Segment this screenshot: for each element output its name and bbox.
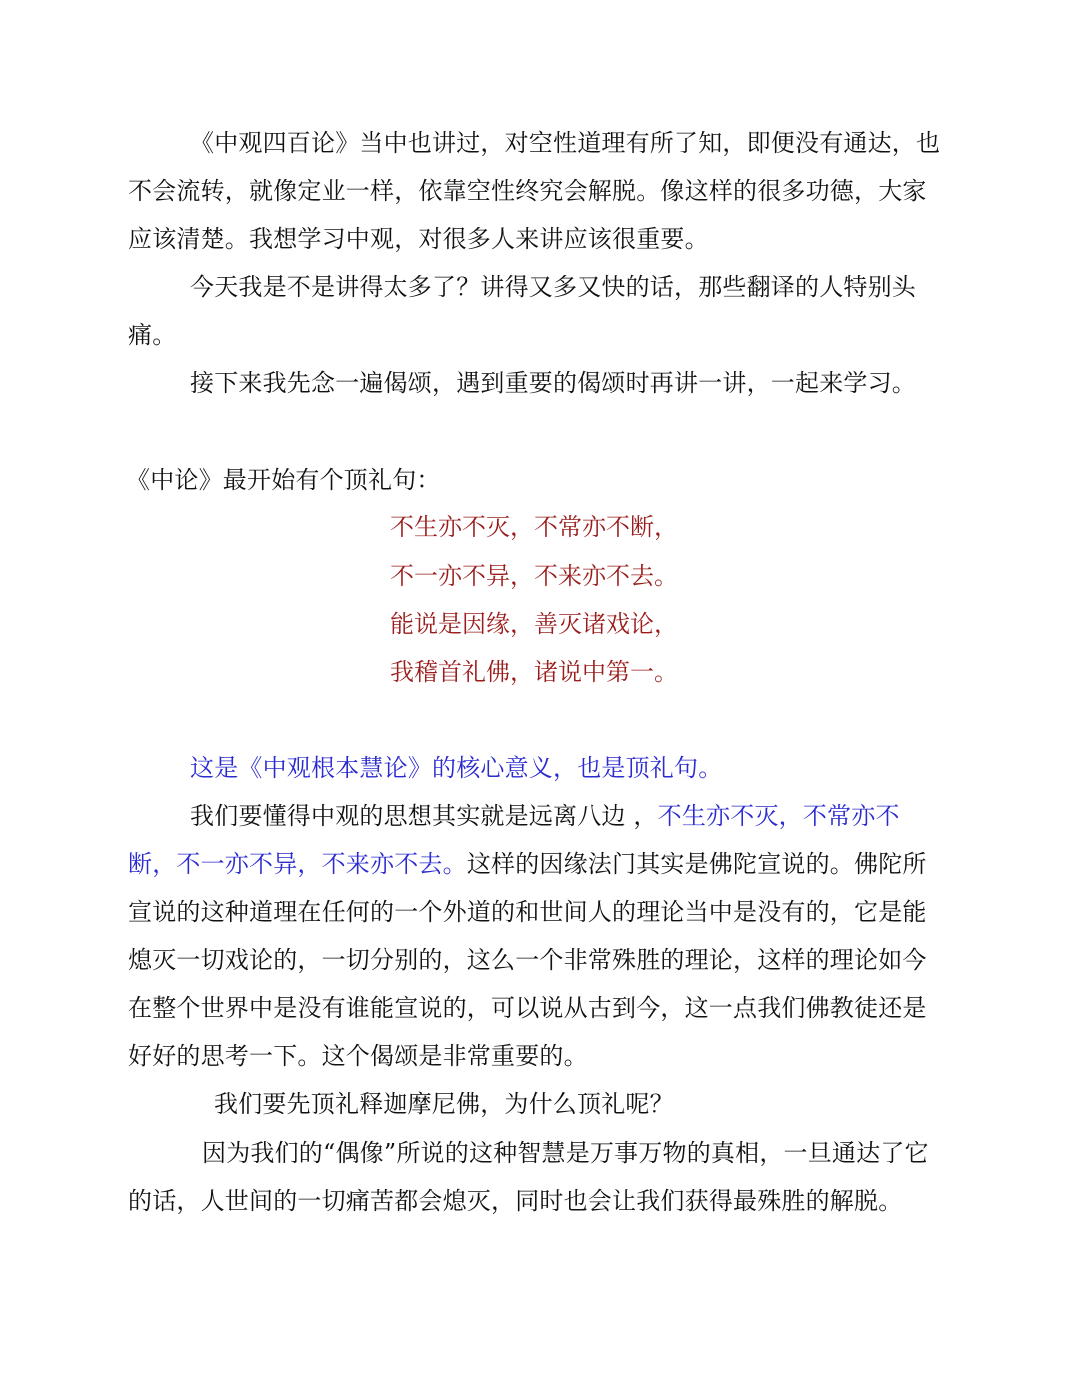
verse-line-2: 不一亦不异，不来亦不去。 [390,562,678,590]
paragraph-7: 我们要先顶礼释迦摩尼佛，为什么顶礼呢？ [214,1090,674,1118]
paragraph-6-after: 这样的因缘法门其实是佛陀宣说的。佛陀所宣说的这种道理在任何的一个外道的和世间人的理论当中是没有的，它是能熄灭一切戏论的，一切分别的，这么一个非常殊胜的理论，这样的理论如今在整个世界中是没有谁能宣说的，可以说从古到今，这一点我们佛教徒还是好好的思考一下。这个偈颂是非常重要的。 [128,850,927,1070]
verse-line-1: 不生亦不灭，不常亦不断， [390,513,678,541]
verse-line-3: 能说是因缘，善灭诸戏论， [390,610,678,638]
paragraph-5: 这是《中观根本慧论》的核心意义，也是顶礼句。 [190,754,723,782]
paragraph-6-before: 我们要懂得中观的思想其实就是远离八边 ， [190,802,658,830]
paragraph-6 [128,792,943,1080]
paragraph-4: 《中论》最开始有个顶礼句： [126,466,441,494]
paragraph-3: 接下来我先念一遍偈颂，遇到重要的偈颂时再讲一讲，一起来学习。 [190,369,916,397]
verse-line-4: 我稽首礼佛，诸说中第一。 [390,658,678,686]
paragraph-8: 因为我们的“偶像”所说的这种智慧是万事万物的真相，一旦通达了它的话，人世间的一切痛苦都会熄灭，同时也会让我们获得最殊胜的解脱。 [128,1139,929,1215]
paragraph-1: 《中观四百论》当中也讲过，对空性道理有所了知，即便没有通达，也不会流转，就像定业一样，依靠空性终究会解脱。像这样的很多功德，大家应该清楚。我想学习中观，对很多人来讲应该很重要。 [128,129,941,253]
paragraph-6-highlight: 不生亦不灭，不常亦不断，不一亦不异，不来亦不去。 [128,802,900,878]
paragraph-2: 今天我是不是讲得太多了？讲得又多又快的话，那些翻译的人特别头痛。 [128,273,916,349]
